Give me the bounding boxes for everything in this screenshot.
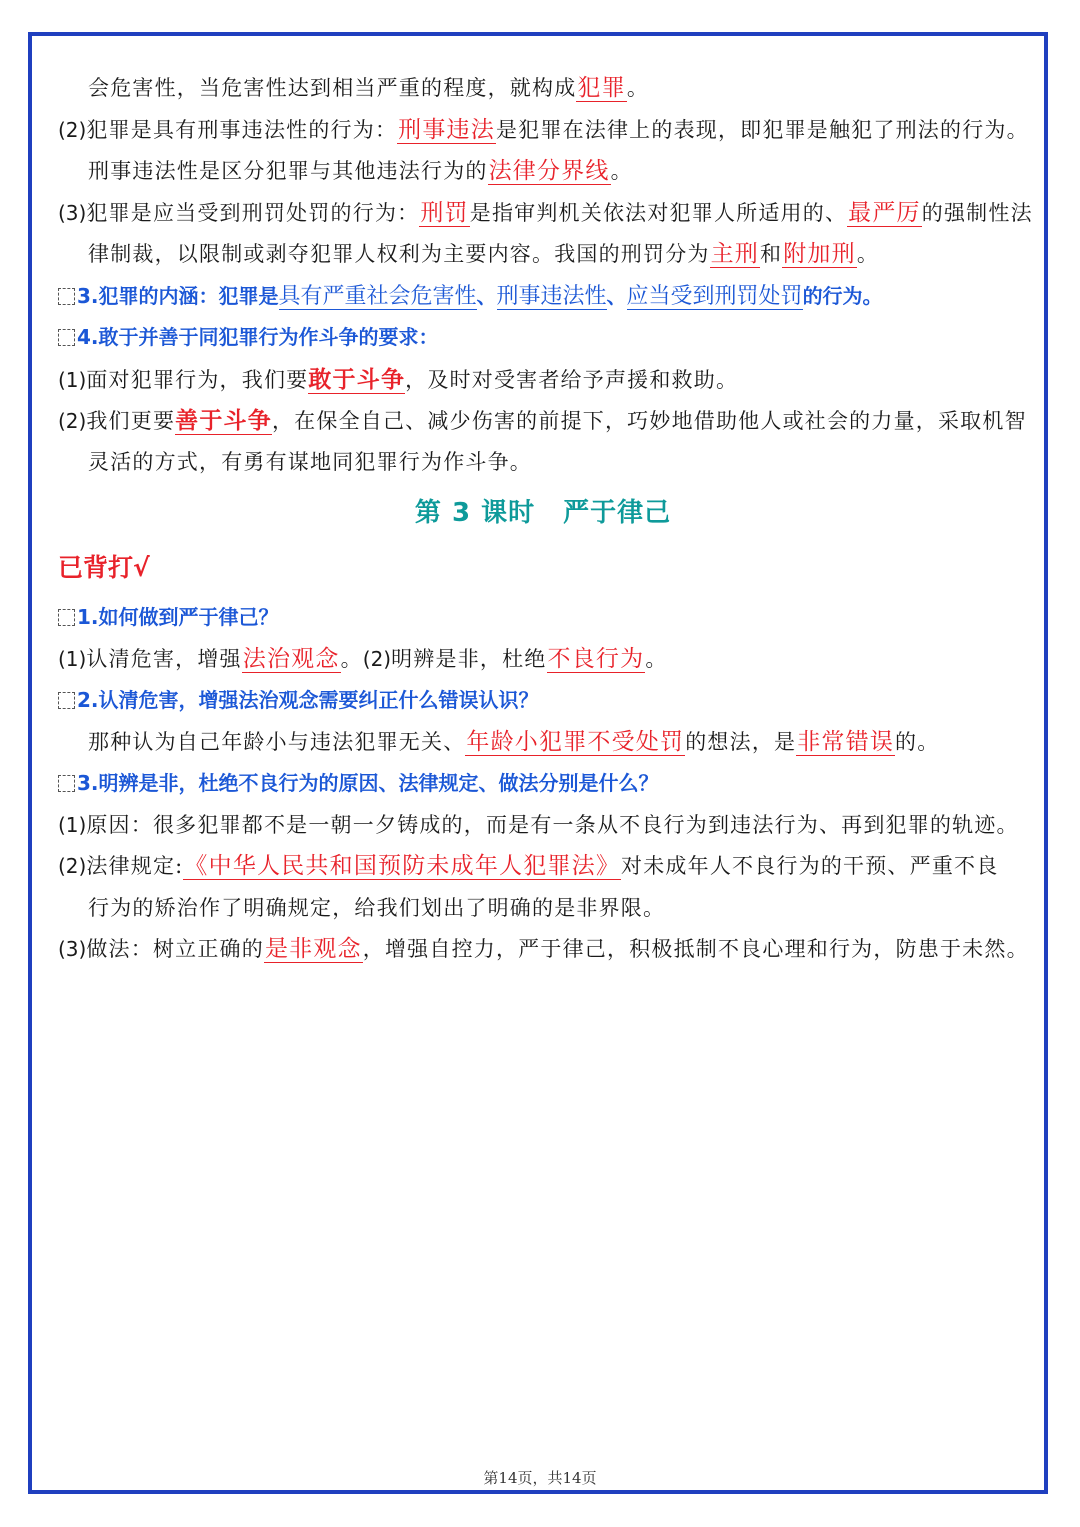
- text: 。: [610, 159, 633, 183]
- text: 明辨是非，杜绝: [391, 646, 547, 671]
- heading-text: 4.敢于并善于同犯罪行为作斗争的要求：: [77, 325, 439, 349]
- text: 。: [340, 646, 363, 671]
- keyword: 不良行为: [547, 645, 645, 672]
- text: 的想法，是: [685, 729, 797, 754]
- keyword: 善于斗争: [175, 407, 272, 434]
- text: 会危害性，当危害性达到相当严重的程度，就构成: [88, 76, 577, 100]
- text: 刑事违法性是区分犯罪与其他违法行为的: [88, 159, 488, 183]
- checkbox[interactable]: [58, 692, 75, 709]
- section-heading: [58, 597, 1028, 639]
- text: ，及时对受害者给予声援和救助。: [405, 367, 739, 392]
- lesson-name: 严于律己: [563, 498, 672, 528]
- heading-text: 1.如何做到严于律己？: [77, 605, 279, 629]
- text: 律制裁，以限制或剥夺犯罪人权利为主要内容。我国的刑罚分为: [88, 242, 710, 266]
- keyword: 犯罪: [577, 75, 626, 101]
- checkbox[interactable]: [58, 775, 75, 792]
- text: 是犯罪在法律上的表现，即犯罪是触犯了刑法的行为。: [495, 117, 1029, 142]
- section-heading: [58, 680, 1028, 722]
- keyword: 刑事违法性: [496, 283, 607, 309]
- lesson-number: 第 3 课时: [414, 498, 536, 528]
- text-line: [58, 929, 1028, 971]
- checkbox[interactable]: [58, 288, 75, 305]
- text: 灵活的方式，有勇有谋地同犯罪行为作斗争。: [88, 449, 532, 474]
- text-line: [58, 110, 1028, 152]
- section-heading: [58, 317, 1028, 359]
- text: 和: [760, 242, 783, 266]
- text: 犯罪是具有刑事违法性的行为：: [86, 117, 398, 142]
- item-number: (2): [58, 117, 87, 142]
- keyword: 附加刑: [783, 241, 856, 267]
- item-number: (1): [58, 812, 87, 837]
- text: 。: [645, 646, 668, 671]
- keyword: 敢于斗争: [308, 365, 406, 393]
- section-heading: [58, 763, 1028, 805]
- heading-text: 3.明辨是非，杜绝不良行为的原因、法律规定、做法分别是什么？: [77, 771, 659, 795]
- memorized-mark: 已背打√: [58, 553, 150, 582]
- text: ，增强自控力，严于律己，积极抵制不良心理和行为，防患于未然。: [362, 937, 1029, 961]
- checkbox[interactable]: [58, 609, 75, 626]
- keyword: 是非观念: [264, 936, 362, 962]
- item-number: (2): [362, 646, 392, 671]
- text-line: [58, 805, 1028, 847]
- item-number: (2): [58, 854, 87, 878]
- text-line: [58, 68, 1028, 110]
- text-line: [58, 722, 1028, 764]
- heading-text: 、: [606, 283, 627, 308]
- heading-text: 3.犯罪的内涵：犯罪是: [77, 283, 279, 308]
- keyword: 刑罚: [420, 199, 469, 226]
- keyword: 法律分界线: [488, 158, 610, 184]
- keyword: 主刑: [710, 241, 760, 267]
- keyword: 最严厉: [848, 199, 921, 226]
- text: 我们更要: [86, 409, 176, 433]
- item-number: (3): [58, 937, 87, 961]
- heading-text: 、: [476, 283, 497, 308]
- lesson-title: [58, 483, 1028, 539]
- text: 行为的矫治作了明确规定，给我们划出了明确的是非界限。: [88, 895, 666, 920]
- text: 那种认为自己年龄小与违法犯罪无关、: [88, 729, 466, 754]
- page-number-footer: 第14页，共14页: [483, 1469, 597, 1487]
- keyword: 具有严重社会危害性: [278, 283, 477, 309]
- checkbox[interactable]: [58, 329, 75, 346]
- text: 法律规定:: [86, 854, 184, 878]
- text-line: [58, 639, 1028, 681]
- text: 认清危害，增强: [86, 646, 242, 671]
- text: 做法：树立正确的: [86, 937, 264, 961]
- text-line: [58, 193, 1033, 235]
- item-number: (1): [58, 646, 87, 671]
- page-content: [58, 68, 1033, 971]
- item-number: (2): [58, 409, 87, 433]
- text-line: [58, 359, 1028, 401]
- text: 是指审判机关依法对犯罪人所适用的、: [469, 200, 848, 225]
- text: 的。: [895, 729, 940, 754]
- keyword: 应当受到刑罚处罚: [626, 283, 803, 309]
- keyword: 法治观念: [242, 645, 340, 672]
- keyword: 《中华人民共和国预防未成年人犯罪法》: [184, 853, 621, 879]
- text: 面对犯罪行为，我们要: [86, 367, 309, 392]
- keyword: 刑事违法: [398, 116, 495, 143]
- text: 原因：很多犯罪都不是一朝一夕铸成的，而是有一条从不良行为到违法行为、再到犯罪的轨迹。: [86, 812, 1019, 837]
- text: 。: [856, 242, 880, 266]
- item-number: (3): [58, 200, 87, 225]
- section-heading: [58, 276, 1028, 318]
- text: 的强制性法: [921, 200, 1033, 225]
- keyword: 年龄小犯罪不受处罚: [466, 728, 685, 755]
- item-number: (1): [58, 367, 87, 392]
- text: 对未成年人不良行为的干预、严重不良: [621, 854, 999, 878]
- text-line: [58, 442, 1028, 484]
- text-line: [58, 151, 1028, 193]
- text-line: [58, 888, 1028, 930]
- text-line: [58, 400, 1028, 442]
- text-line: [58, 846, 1028, 888]
- heading-text: 的行为。: [802, 283, 883, 308]
- text-line: [58, 234, 1028, 276]
- text: 犯罪是应当受到刑罚处罚的行为：: [86, 200, 420, 225]
- heading-text: 2.认清危害，增强法治观念需要纠正什么错误认识？: [77, 688, 539, 712]
- text: ，在保全自己、减少伤害的前提下，巧妙地借助他人或社会的力量，采取机智: [271, 409, 1027, 433]
- keyword: 非常错误: [797, 728, 895, 755]
- text: 。: [626, 76, 650, 100]
